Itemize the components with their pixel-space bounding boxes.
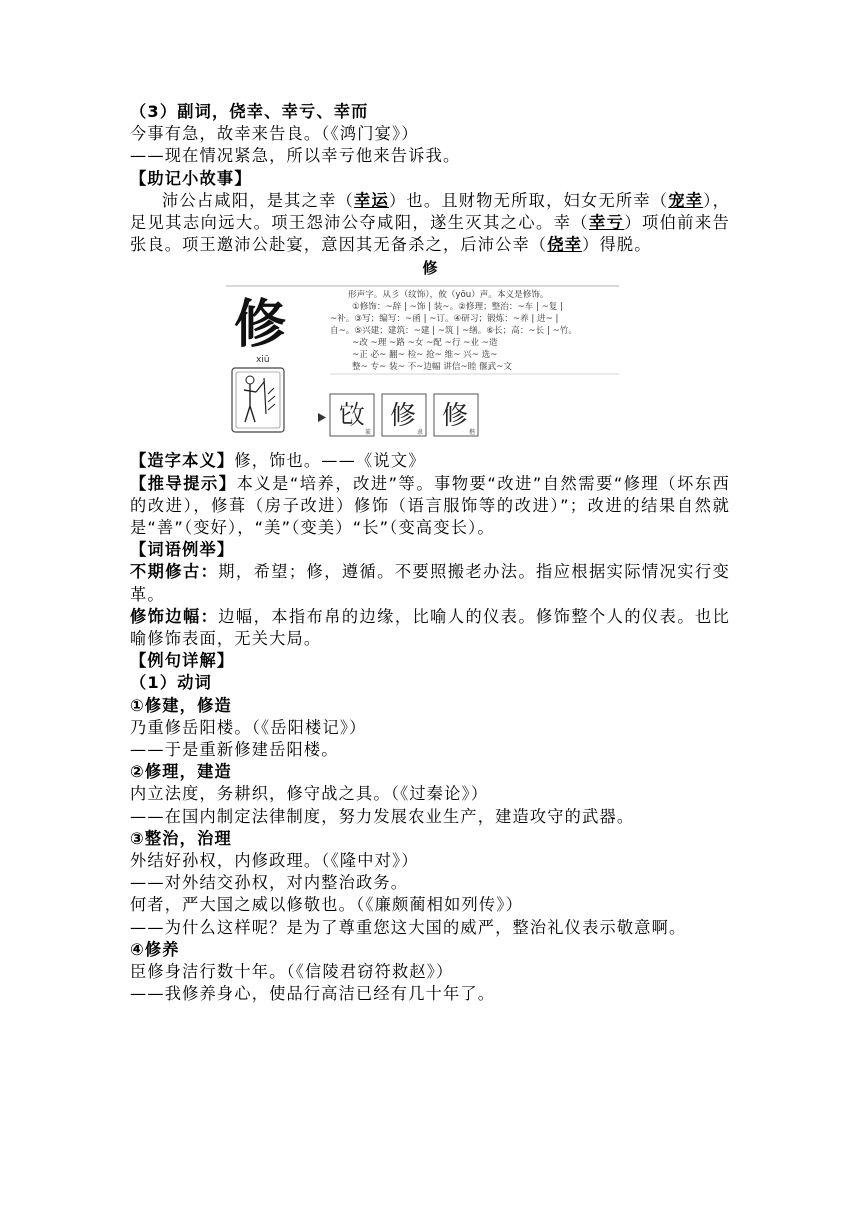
story-text: ）项伯前来告张良。项王邀沛公赴宴，意因其无备杀之，后沛公幸（: [130, 213, 731, 255]
example-sentence: 内立法度，务耕织，修守战之具。（《过秦论》）: [130, 784, 489, 804]
example-translation: ——于是重新修建岳阳楼。: [130, 740, 339, 760]
story-heading: 【助记小故事】: [130, 168, 252, 188]
character-title: 修: [422, 259, 438, 278]
pinyin: xiū: [256, 355, 270, 366]
example-sentence: 乃重修岳阳楼。（《岳阳楼记》）: [130, 717, 367, 737]
svg-text:𢼊: 𢼊: [339, 401, 366, 432]
example-translation: ——对外结交孙权，对内整治政务。: [130, 873, 409, 893]
dictionary-figure: [226, 282, 619, 444]
word-definition: 边幅，本指布帛的边缘，比喻人的仪表。修饰整个人的仪表。也比喻修饰表面，无关大局。: [130, 606, 730, 649]
story-keyword: 幸亏: [589, 213, 625, 233]
example-sentence: 外结好孙权，内修政理。（《隆中对》）: [130, 851, 419, 871]
dictionary-graphic: [226, 282, 619, 444]
big-character: 修: [234, 294, 287, 356]
word-definition: 期，希望；修，遵循。不要照搬老办法。指应根据实际情况实行变革。: [130, 562, 730, 604]
story-keyword: 幸运: [354, 190, 389, 210]
story-text: 沛公占咸阳，是其之幸（: [162, 190, 355, 210]
example-sentence: 今事有急，故幸来告良。（《鸿门宴》）: [130, 124, 419, 144]
example-sentence: 何者，严大国之威以修敬也。（《廉颇蔺相如列传》）: [130, 895, 523, 915]
origin-label: 【造字本义】: [130, 451, 235, 471]
word-term: 不期修古：: [130, 562, 219, 582]
story-keyword: 侥幸: [547, 235, 583, 255]
example-translation: ——为什么这样呢？是为了尊重您这大国的威严，整治礼仪表示敬意啊。: [130, 917, 687, 937]
document-page: [130, 101, 730, 1006]
dict-line: 整~ 专~ 装~ 不~边幅 讲信~睦 偃武~文: [352, 362, 512, 373]
origin-text: 修，饰也。——《说文》: [234, 451, 426, 471]
dict-line: ①修饰：~辞 | ~饰 | 装~。②修理；整治：~车 | ~复 |: [352, 302, 564, 313]
words-heading: 【词语例举】: [130, 540, 235, 560]
hint-text: 本义是“培养，改进”等。事物要“改进”自然需要“修理（坏东西的改进），修葺（房子改进）修饰（语言服饰等的改进）”；改进的结果自然就是“善”（变好），“美”（变美）“长”（变高变长）。: [130, 473, 730, 538]
dict-line: ~改 ~理 ~路 ~女 ~配 ~行 ~业 ~造: [352, 338, 498, 349]
story-text: ），足见其志向远大。项王怨沛公夺咸阳，遂生灭其之心。幸（: [130, 190, 730, 233]
dict-line: 形声字。从彡（纹饰），攸（yōu）声。本义是修饰。: [348, 290, 549, 301]
word-term: 修饰边幅：: [130, 606, 219, 626]
sense-title: ①修建，修造: [130, 695, 232, 715]
script-form-regular: [434, 394, 478, 436]
story-text: ）得脱。: [582, 235, 652, 255]
svg-text:篆: 篆: [365, 429, 372, 437]
section-heading-adverb: （3）副词，侥幸、幸亏、幸而: [130, 102, 369, 121]
sense-title: ④修养: [130, 939, 180, 959]
svg-text:楷: 楷: [469, 429, 476, 437]
hint-paragraph: [130, 473, 730, 540]
example-translation: ——我修养身心，使品行高洁已经有几十年了。: [130, 984, 496, 1004]
example-translation: ——现在情况紧急，所以幸亏他来告诉我。: [130, 146, 461, 166]
dict-line: ~正 必~ 翻~ 检~ 抢~ 维~ 兴~ 选~: [352, 350, 498, 361]
story-paragraph: [130, 190, 730, 257]
story-keyword: 宠幸: [668, 190, 704, 210]
dict-line: 自~。⑤兴建；建筑：~建 | ~筑 | ~缮。⑥长；高：~长 | ~竹。: [330, 326, 577, 337]
dict-line: ~补。③写；编写：~函 | ~订。④研习；锻炼：~养 | 进~ |: [330, 314, 559, 325]
sense-title: ②修理，建造: [130, 762, 232, 782]
story-text: ）也。且财物无所取，妇女无所幸（: [388, 190, 669, 210]
word-item: [130, 606, 730, 650]
svg-text:隶: 隶: [417, 429, 424, 437]
word-item: [130, 561, 730, 605]
example-translation: ——在国内制定法律制度，努力发展农业生产，建造攻守的武器。: [130, 806, 635, 826]
example-sentence: 臣修身洁行数十年。（《信陵君窃符救赵》）: [130, 962, 454, 982]
examples-heading: 【例句详解】: [130, 651, 235, 671]
part-heading-verb: （1）动词: [130, 673, 213, 693]
svg-text:修: 修: [390, 401, 417, 432]
origin-line: [130, 450, 730, 472]
script-form-seal: [330, 394, 374, 436]
sense-title: ③整治，治理: [130, 828, 232, 848]
svg-text:修: 修: [442, 401, 469, 432]
hint-label: 【推导提示】: [130, 473, 237, 493]
script-form-clerical: [382, 394, 426, 436]
